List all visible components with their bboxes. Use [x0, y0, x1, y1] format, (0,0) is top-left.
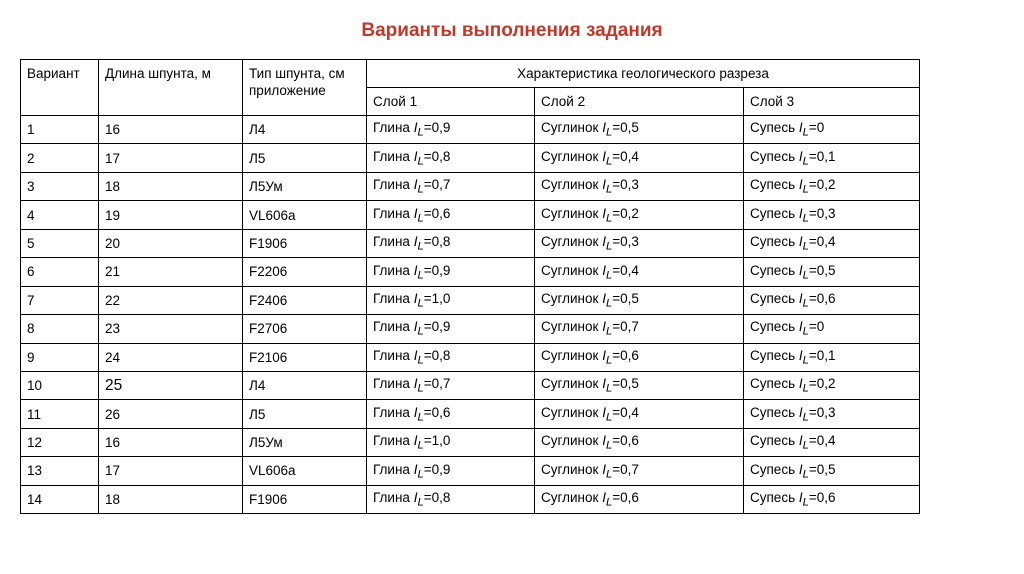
- cell-variant: 9: [21, 343, 99, 371]
- cell-layer-2: [535, 485, 744, 513]
- soil-name: Суглинок: [541, 291, 599, 306]
- header-layer-3: Слой 3: [744, 88, 920, 116]
- soil-name: Суглинок: [541, 234, 599, 250]
- liquidity-index-subscript: L: [417, 383, 424, 395]
- soil-name: Супесь: [750, 433, 796, 449]
- cell-length: 24: [99, 343, 243, 371]
- cell-type: Л4: [243, 371, 367, 399]
- liquidity-index-value: =0,5: [808, 461, 836, 477]
- cell-variant: 10: [21, 371, 99, 399]
- liquidity-index-symbol: I: [798, 461, 803, 477]
- liquidity-index-symbol: I: [602, 234, 606, 250]
- liquidity-index-value: =0,3: [808, 404, 836, 420]
- cell-layer-3: [744, 229, 920, 257]
- liquidity-index-subscript: L: [417, 183, 424, 196]
- liquidity-index-symbol: I: [413, 120, 418, 136]
- liquidity-index-subscript: L: [605, 212, 613, 225]
- liquidity-index-subscript: L: [802, 183, 809, 196]
- liquidity-index-value: =0,4: [612, 404, 639, 420]
- liquidity-index-symbol: I: [602, 205, 606, 221]
- cell-variant: 6: [21, 258, 99, 286]
- cell-layer-1: [367, 229, 535, 257]
- liquidity-index-value: =0,4: [808, 433, 836, 449]
- soil-name: Глина: [373, 490, 410, 506]
- liquidity-index-value: =0,5: [612, 291, 639, 306]
- liquidity-index-value: =0,8: [423, 347, 451, 363]
- liquidity-index-subscript: L: [802, 496, 809, 509]
- liquidity-index-value: =0,6: [808, 291, 836, 306]
- cell-layer-2: [535, 428, 744, 456]
- soil-name: Супесь: [750, 347, 796, 363]
- liquidity-index-subscript: L: [802, 326, 809, 339]
- liquidity-index-symbol: I: [602, 347, 606, 363]
- cell-type: F2106: [243, 343, 367, 371]
- liquidity-index-symbol: I: [602, 376, 606, 392]
- cell-variant: 13: [21, 457, 99, 485]
- cell-length: 17: [99, 144, 243, 172]
- cell-type: F2206: [243, 258, 367, 286]
- cell-layer-2: [535, 229, 744, 257]
- soil-name: Супесь: [750, 376, 796, 392]
- liquidity-index-subscript: L: [802, 269, 809, 282]
- cell-layer-3: [744, 485, 920, 513]
- liquidity-index-value: =0,8: [423, 490, 451, 506]
- liquidity-index-subscript: L: [605, 240, 613, 253]
- liquidity-index-symbol: I: [602, 404, 606, 420]
- soil-name: Суглинок: [541, 148, 599, 164]
- liquidity-index-subscript: L: [605, 297, 613, 310]
- liquidity-index-subscript: L: [605, 354, 613, 367]
- table-row: [21, 457, 920, 485]
- soil-name: Глина: [373, 376, 410, 392]
- liquidity-index-value: =0,2: [808, 177, 836, 193]
- liquidity-index-symbol: I: [602, 490, 606, 506]
- liquidity-index-subscript: L: [417, 297, 424, 310]
- liquidity-index-subscript: L: [417, 496, 424, 509]
- cell-layer-2: [535, 144, 744, 172]
- header-layer-2: Слой 2: [535, 88, 744, 116]
- liquidity-index-subscript: L: [802, 240, 809, 253]
- liquidity-index-symbol: I: [798, 376, 803, 392]
- liquidity-index-value: =0,6: [612, 490, 639, 506]
- table-row: [21, 258, 920, 286]
- liquidity-index-value: =0,6: [612, 433, 639, 449]
- table-body: [21, 60, 920, 514]
- liquidity-index-subscript: L: [417, 439, 424, 452]
- liquidity-index-value: =0,6: [423, 404, 451, 420]
- liquidity-index-value: =0,4: [612, 148, 639, 164]
- liquidity-index-subscript: L: [417, 127, 424, 140]
- liquidity-index-subscript: L: [605, 496, 613, 509]
- soil-name: Глина: [373, 319, 410, 335]
- liquidity-index-value: =0,9: [423, 319, 451, 335]
- liquidity-index-subscript: L: [802, 383, 809, 395]
- liquidity-index-symbol: I: [798, 234, 803, 250]
- cell-layer-3: [744, 172, 920, 200]
- cell-length: 26: [99, 400, 243, 428]
- liquidity-index-subscript: L: [417, 468, 424, 481]
- liquidity-index-symbol: I: [413, 319, 418, 335]
- cell-layer-1: [367, 428, 535, 456]
- soil-name: Глина: [373, 177, 410, 193]
- liquidity-index-symbol: I: [602, 262, 606, 278]
- header-type: Тип шпунта, см приложение: [243, 60, 367, 116]
- liquidity-index-symbol: I: [798, 291, 803, 306]
- soil-name: Глина: [373, 234, 410, 250]
- cell-variant: 12: [21, 428, 99, 456]
- cell-layer-1: [367, 116, 535, 144]
- cell-layer-1: [367, 172, 535, 200]
- cell-type: Л5Ум: [243, 428, 367, 456]
- table-row: [21, 144, 920, 172]
- liquidity-index-subscript: L: [417, 326, 424, 339]
- liquidity-index-symbol: I: [798, 433, 803, 449]
- liquidity-index-symbol: I: [602, 177, 606, 193]
- table-row: [21, 201, 920, 229]
- liquidity-index-symbol: I: [413, 262, 418, 278]
- liquidity-index-value: =0,7: [423, 376, 451, 392]
- liquidity-index-value: =0,5: [612, 376, 639, 392]
- table-row: [21, 428, 920, 456]
- cell-length: 19: [99, 201, 243, 229]
- liquidity-index-subscript: L: [802, 411, 809, 424]
- cell-type: VL606a: [243, 457, 367, 485]
- soil-name: Супесь: [750, 120, 796, 136]
- liquidity-index-symbol: I: [413, 234, 418, 250]
- soil-name: Супесь: [750, 177, 796, 193]
- soil-name: Суглинок: [541, 433, 599, 449]
- cell-type: F2706: [243, 315, 367, 343]
- liquidity-index-value: =0,8: [423, 148, 451, 164]
- liquidity-index-value: =0,9: [423, 262, 451, 278]
- liquidity-index-symbol: I: [798, 319, 803, 335]
- liquidity-index-subscript: L: [802, 297, 809, 310]
- cell-layer-2: [535, 286, 744, 314]
- liquidity-index-value: =0,3: [808, 205, 836, 221]
- cell-layer-3: [744, 116, 920, 144]
- liquidity-index-subscript: L: [605, 468, 613, 481]
- table-row: [21, 485, 920, 513]
- cell-variant: 11: [21, 400, 99, 428]
- liquidity-index-symbol: I: [413, 291, 418, 306]
- cell-layer-3: [744, 343, 920, 371]
- liquidity-index-symbol: I: [602, 291, 606, 306]
- liquidity-index-subscript: L: [802, 468, 809, 481]
- soil-name: Глина: [373, 262, 410, 278]
- table-row: [21, 315, 920, 343]
- liquidity-index-value: =0,9: [423, 120, 451, 136]
- soil-name: Супесь: [750, 319, 796, 335]
- table-row: [21, 229, 920, 257]
- cell-layer-2: [535, 116, 744, 144]
- cell-layer-2: [535, 457, 744, 485]
- header-variant: Вариант: [21, 60, 99, 116]
- soil-name: Супесь: [750, 262, 796, 278]
- cell-variant: 4: [21, 201, 99, 229]
- cell-variant: 1: [21, 116, 99, 144]
- cell-length: 17: [99, 457, 243, 485]
- liquidity-index-value: =0,6: [808, 490, 836, 506]
- cell-length: 25: [99, 371, 243, 399]
- liquidity-index-symbol: I: [602, 433, 606, 449]
- soil-name: Супесь: [750, 205, 796, 221]
- liquidity-index-subscript: L: [417, 269, 424, 282]
- soil-name: Супесь: [750, 234, 796, 250]
- soil-name: Суглинок: [541, 347, 599, 363]
- liquidity-index-value: =0,3: [612, 234, 639, 250]
- soil-name: Супесь: [750, 148, 796, 164]
- cell-type: F1906: [243, 229, 367, 257]
- cell-length: 22: [99, 286, 243, 314]
- liquidity-index-symbol: I: [413, 205, 418, 221]
- liquidity-index-value: =1,0: [423, 291, 451, 306]
- cell-layer-1: [367, 315, 535, 343]
- cell-layer-1: [367, 144, 535, 172]
- header-row: [21, 60, 920, 88]
- cell-layer-1: [367, 286, 535, 314]
- table-row: [21, 343, 920, 371]
- cell-layer-1: [367, 343, 535, 371]
- header-geology: Характеристика геологического разреза: [367, 60, 920, 88]
- liquidity-index-symbol: I: [413, 404, 418, 420]
- cell-length: 16: [99, 116, 243, 144]
- cell-layer-1: [367, 457, 535, 485]
- cell-variant: 14: [21, 485, 99, 513]
- soil-name: Супесь: [750, 291, 796, 306]
- liquidity-index-value: =0,5: [808, 262, 836, 278]
- cell-variant: 2: [21, 144, 99, 172]
- liquidity-index-symbol: I: [413, 490, 418, 506]
- liquidity-index-subscript: L: [802, 127, 809, 140]
- variants-table: [20, 59, 920, 514]
- liquidity-index-value: =0: [808, 120, 825, 136]
- cell-variant: 8: [21, 315, 99, 343]
- cell-layer-1: [367, 201, 535, 229]
- liquidity-index-symbol: I: [798, 347, 803, 363]
- liquidity-index-subscript: L: [802, 439, 809, 452]
- soil-name: Глина: [373, 347, 410, 363]
- soil-name: Суглинок: [541, 376, 599, 392]
- cell-layer-2: [535, 400, 744, 428]
- soil-name: Суглинок: [541, 490, 599, 506]
- liquidity-index-subscript: L: [417, 240, 424, 253]
- cell-layer-2: [535, 343, 744, 371]
- liquidity-index-symbol: I: [798, 177, 803, 193]
- liquidity-index-subscript: L: [605, 383, 613, 395]
- cell-type: Л5: [243, 144, 367, 172]
- liquidity-index-value: =0,6: [423, 205, 451, 221]
- liquidity-index-symbol: I: [413, 461, 418, 477]
- cell-layer-2: [535, 258, 744, 286]
- cell-type: Л4: [243, 116, 367, 144]
- liquidity-index-symbol: I: [413, 376, 418, 392]
- cell-layer-1: [367, 258, 535, 286]
- cell-type: Л5: [243, 400, 367, 428]
- liquidity-index-symbol: I: [413, 347, 418, 363]
- cell-type: F1906: [243, 485, 367, 513]
- cell-layer-3: [744, 457, 920, 485]
- liquidity-index-subscript: L: [605, 269, 613, 282]
- liquidity-index-value: =0,6: [612, 347, 639, 363]
- cell-type: F2406: [243, 286, 367, 314]
- table-row: [21, 286, 920, 314]
- soil-name: Глина: [373, 461, 410, 477]
- cell-layer-2: [535, 371, 744, 399]
- liquidity-index-symbol: I: [602, 461, 606, 477]
- header-length: Длина шпунта, м: [99, 60, 243, 116]
- soil-name: Суглинок: [541, 461, 599, 477]
- liquidity-index-symbol: I: [798, 404, 803, 420]
- liquidity-index-value: =0,9: [423, 461, 451, 477]
- liquidity-index-subscript: L: [605, 326, 613, 339]
- cell-length: 18: [99, 485, 243, 513]
- cell-variant: 7: [21, 286, 99, 314]
- soil-name: Супесь: [750, 404, 796, 420]
- cell-layer-3: [744, 315, 920, 343]
- page-title: Варианты выполнения задания: [361, 20, 663, 41]
- liquidity-index-symbol: I: [413, 148, 418, 164]
- liquidity-index-symbol: I: [413, 177, 418, 193]
- cell-length: 16: [99, 428, 243, 456]
- table-row: [21, 371, 920, 399]
- liquidity-index-value: =0,4: [808, 234, 836, 250]
- cell-length: 21: [99, 258, 243, 286]
- cell-layer-3: [744, 258, 920, 286]
- soil-name: Суглинок: [541, 177, 599, 193]
- liquidity-index-value: =0,3: [612, 177, 639, 193]
- soil-name: Суглинок: [541, 205, 599, 221]
- liquidity-index-subscript: L: [605, 127, 613, 140]
- soil-name: Глина: [373, 433, 410, 449]
- liquidity-index-subscript: L: [417, 212, 424, 225]
- cell-layer-1: [367, 371, 535, 399]
- soil-name: Глина: [373, 205, 410, 221]
- liquidity-index-subscript: L: [605, 411, 613, 424]
- liquidity-index-symbol: I: [798, 262, 803, 278]
- liquidity-index-symbol: I: [798, 148, 803, 164]
- liquidity-index-symbol: I: [798, 120, 803, 136]
- soil-name: Глина: [373, 148, 410, 164]
- cell-layer-3: [744, 428, 920, 456]
- cell-layer-3: [744, 144, 920, 172]
- cell-type: VL606a: [243, 201, 367, 229]
- liquidity-index-value: =0,4: [612, 262, 639, 278]
- liquidity-index-value: =1,0: [423, 433, 451, 449]
- liquidity-index-subscript: L: [605, 183, 613, 196]
- cell-layer-3: [744, 400, 920, 428]
- liquidity-index-symbol: I: [798, 490, 803, 506]
- liquidity-index-subscript: L: [802, 354, 809, 367]
- soil-name: Супесь: [750, 490, 796, 506]
- liquidity-index-subscript: L: [605, 439, 613, 452]
- cell-variant: 3: [21, 172, 99, 200]
- header-layer-1: Слой 1: [367, 88, 535, 116]
- liquidity-index-subscript: L: [417, 155, 424, 168]
- cell-length: 18: [99, 172, 243, 200]
- cell-variant: 5: [21, 229, 99, 257]
- cell-layer-2: [535, 201, 744, 229]
- soil-name: Суглинок: [541, 120, 599, 136]
- liquidity-index-symbol: I: [602, 319, 606, 335]
- liquidity-index-value: =0,1: [808, 148, 836, 164]
- cell-layer-3: [744, 201, 920, 229]
- liquidity-index-subscript: L: [802, 212, 809, 225]
- soil-name: Суглинок: [541, 404, 599, 420]
- cell-layer-2: [535, 315, 744, 343]
- soil-name: Глина: [373, 120, 410, 136]
- soil-name: Суглинок: [541, 319, 599, 335]
- cell-length: 23: [99, 315, 243, 343]
- soil-name: Глина: [373, 404, 410, 420]
- cell-type: Л5Ум: [243, 172, 367, 200]
- liquidity-index-value: =0,5: [612, 120, 639, 136]
- soil-name: Глина: [373, 291, 410, 306]
- liquidity-index-value: =0,1: [808, 347, 836, 363]
- liquidity-index-value: =0,8: [423, 234, 451, 250]
- liquidity-index-symbol: I: [602, 120, 606, 136]
- liquidity-index-subscript: L: [417, 354, 424, 367]
- liquidity-index-value: =0,7: [612, 461, 639, 477]
- table-row: [21, 116, 920, 144]
- table-row: [21, 172, 920, 200]
- liquidity-index-symbol: I: [413, 433, 418, 449]
- liquidity-index-symbol: I: [798, 205, 803, 221]
- liquidity-index-subscript: L: [802, 155, 809, 168]
- cell-length: 20: [99, 229, 243, 257]
- liquidity-index-subscript: L: [417, 411, 424, 424]
- cell-layer-1: [367, 400, 535, 428]
- liquidity-index-symbol: I: [602, 148, 606, 164]
- soil-name: Суглинок: [541, 262, 599, 278]
- liquidity-index-value: =0,2: [808, 376, 836, 392]
- cell-layer-2: [535, 172, 744, 200]
- liquidity-index-value: =0: [808, 319, 825, 335]
- soil-name: Супесь: [750, 461, 796, 477]
- liquidity-index-value: =0,7: [612, 319, 639, 335]
- cell-layer-3: [744, 371, 920, 399]
- cell-layer-1: [367, 485, 535, 513]
- liquidity-index-subscript: L: [605, 155, 613, 168]
- liquidity-index-value: =0,2: [612, 205, 639, 221]
- table-row: [21, 400, 920, 428]
- cell-layer-3: [744, 286, 920, 314]
- liquidity-index-value: =0,7: [423, 177, 451, 193]
